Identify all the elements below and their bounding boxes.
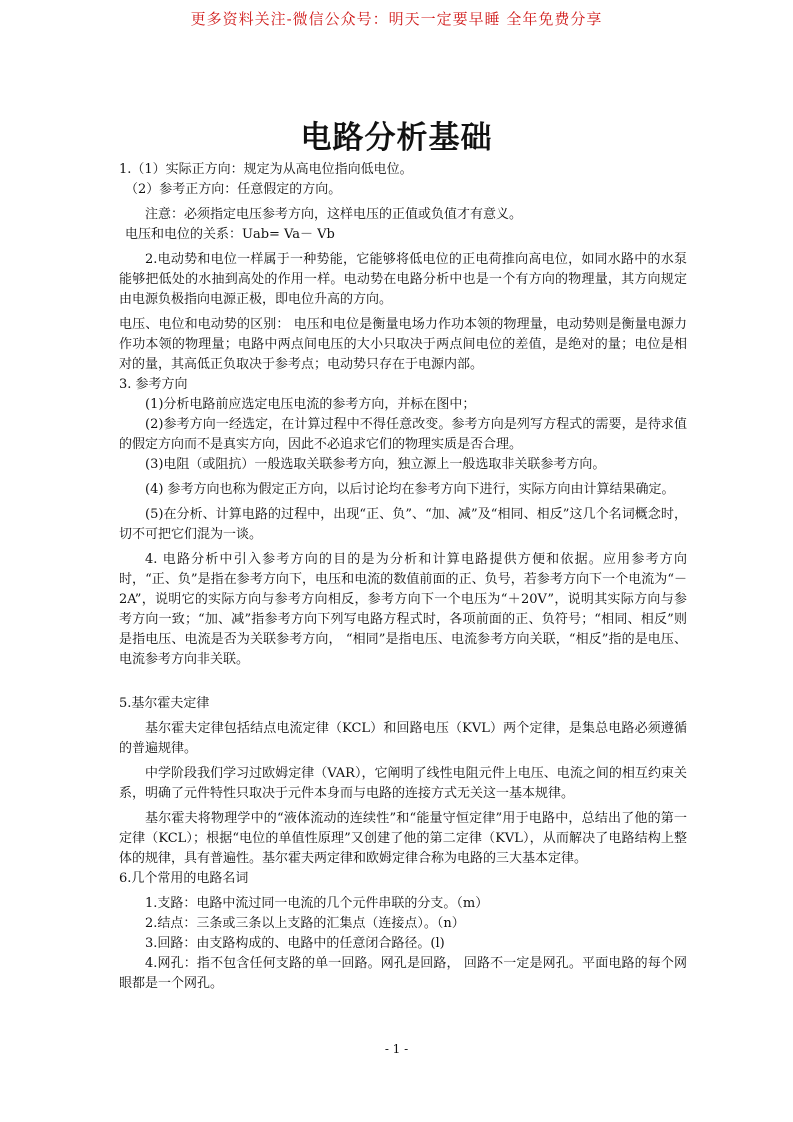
page-title: 电路分析基础 bbox=[300, 120, 493, 156]
promo-banner: 更多资料关注-微信公众号：明天一定要早睡 全年免费分享 bbox=[190, 10, 603, 28]
list-item: 2.结点：三条或三条以上支路的汇集点（连接点）。（n） bbox=[145, 916, 465, 931]
list-item: 3.回路：由支路构成的、电路中的任意闭合路径。(l) bbox=[145, 936, 445, 951]
section-heading: 5.基尔霍夫定律 bbox=[119, 696, 210, 711]
paragraph: 4. 电路分析中引入参考方向的目的是为分析和计算电路提供方便和依据。应用参考方向时，“正、负”是指在参考方向下，电压和电流的数值前面的正、负号，若参考方向下一个电流为“－2A”，说明它的实际方向与参考方向相反，参考方向下一个电压为“＋20V”，说明其实际方向与参考方向一致；“加、减”指参考方向下列写电路方程式时，各项前面的正、负符号；“相同、相反”则是指电压、电流是否为关联参考方向， “相同”是指电压、电流参考方向关联，“相反”指的是电压、电流参考方向非关联。 bbox=[119, 552, 687, 667]
section-heading: 3. 参考方向 bbox=[119, 377, 188, 392]
paragraph: 基尔霍夫将物理学中的“液体流动的连续性”和“能量守恒定律”用于电路中，总结出了他的第一定律（KCL）；根据“电位的单值性原理”又创建了他的第二定律（KVL），从而解决了电路结构上整体的规律，具有普遍性。基尔霍夫两定律和欧姆定律合称为电路的三大基本定律。 bbox=[119, 811, 687, 866]
paragraph: 电压和电位的关系：Uab= Va－ Vb bbox=[125, 227, 335, 242]
paragraph: (1)分析电路前应选定电压电流的参考方向，并标在图中； bbox=[145, 397, 476, 412]
paragraph: 2.电动势和电位一样属于一种势能，它能够将低电位的正电荷推向高电位，如同水路中的水泵能够把低处的水抽到高处的作用一样。电动势在电路分析中也是一个有方向的物理量，其方向规定由电源负极指向电源正极，即电位升高的方向。 bbox=[119, 252, 687, 307]
page-number: - 1 - bbox=[384, 1042, 409, 1056]
list-item: 4.网孔：指不包含任何支路的单一回路。网孔是回路， 回路不一定是网孔。平面电路的每个网眼都是一个网孔。 bbox=[119, 956, 687, 991]
paragraph: （2）参考正方向：任意假定的方向。 bbox=[125, 182, 342, 197]
paragraph: (4) 参考方向也称为假定正方向，以后讨论均在参考方向下进行，实际方向由计算结果确定。 bbox=[145, 482, 675, 497]
paragraph: 中学阶段我们学习过欧姆定律（VAR），它阐明了线性电阻元件上电压、电流之间的相互约束关系，明确了元件特性只取决于元件本身而与电路的连接方式无关这一基本规律。 bbox=[119, 766, 687, 801]
paragraph: 注意：必须指定电压参考方向，这样电压的正值或负值才有意义。 bbox=[145, 207, 523, 222]
paragraph: 1.（1）实际正方向：规定为从高电位指向低电位。 bbox=[119, 162, 413, 177]
paragraph: (2)参考方向一经选定，在计算过程中不得任意改变。参考方向是列写方程式的需要，是待求值的假定方向而不是真实方向，因此不必追求它们的物理实质是否合理。 bbox=[119, 417, 687, 452]
paragraph: 电压、电位和电动势的区别： 电压和电位是衡量电场力作功本领的物理量，电动势则是衡量电源力作功本领的物理量；电路中两点间电压的大小只取决于两点间电位的差值，是绝对的量；电位是相对的量，其高低正负取决于参考点；电动势只存在于电源内部。 bbox=[119, 317, 687, 372]
section-heading: 6.几个常用的电路名词 bbox=[119, 871, 249, 886]
paragraph: (5)在分析、计算电路的过程中，出现“正、负”、“加、减”及“相同、相反”这几个名词概念时，切不可把它们混为一谈。 bbox=[119, 507, 687, 542]
list-item: 1.支路：电路中流过同一电流的几个元件串联的分支。（m） bbox=[145, 896, 489, 911]
paragraph: 基尔霍夫定律包括结点电流定律（KCL）和回路电压（KVL）两个定律，是集总电路必须遵循的普遍规律。 bbox=[119, 721, 687, 756]
document-body bbox=[119, 160, 687, 994]
paragraph: (3)电阻（或阻抗）一般选取关联参考方向，独立源上一般选取非关联参考方向。 bbox=[145, 457, 606, 472]
